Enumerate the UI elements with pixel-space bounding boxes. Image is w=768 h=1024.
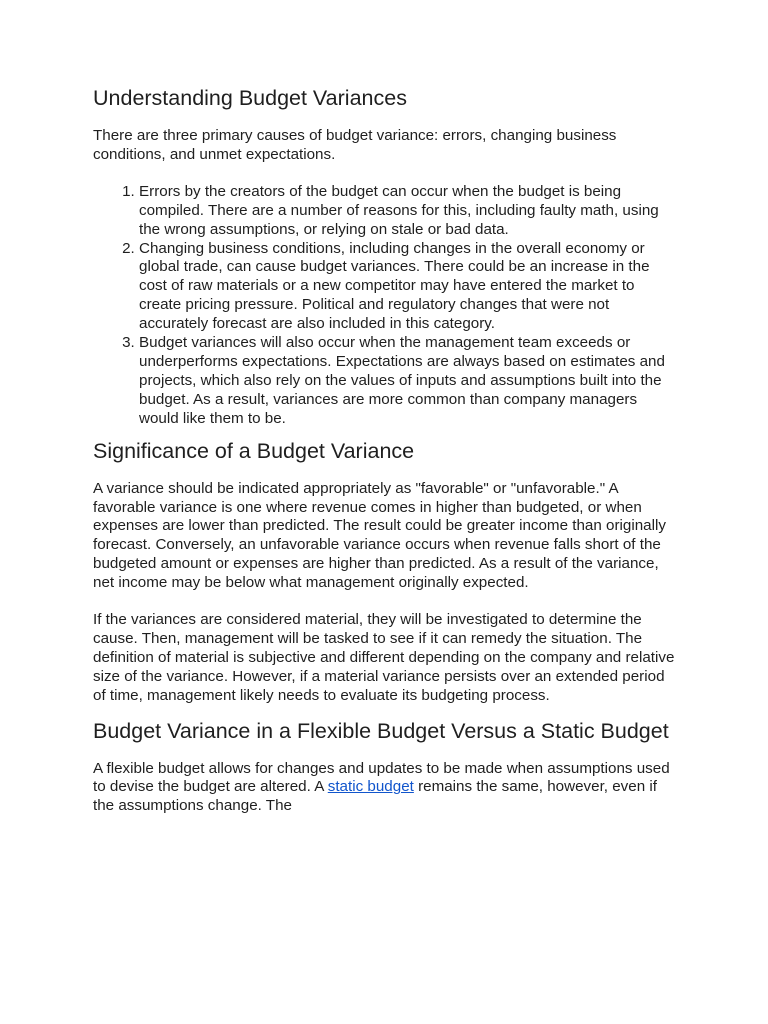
list-item: 1. Errors by the creators of the budget can occur when the budget is being compiled. There are a number of reasons for this, including faulty math, using the wrong assumptions, or relying on stale or bad data.: [139, 183, 678, 240]
document-page: [93, 86, 678, 816]
body-paragraph: If the variances are considered material, they will be investigated to determine the cause. Then, management will be tasked to see if it can remedy the situation. The definition of material is subjective and different depending on the company and relative size of the variance. However, if a material variance persists over an extended period of time, management likely needs to evaluate its budgeting process.: [93, 611, 675, 704]
body-paragraph: There are three primary causes of budget variance: errors, changing business conditions, and unmet expectations.: [93, 127, 617, 163]
paragraph-text: A flexible budget allows for changes and updates to be made when assumptions used to devise the budget are altered. A: [93, 759, 670, 796]
section-heading: Budget Variance in a Flexible Budget Versus a Static Budget: [93, 718, 669, 743]
section-heading: Significance of a Budget Variance: [93, 438, 415, 463]
static-budget-link[interactable]: static budget: [327, 778, 414, 796]
paragraph-text: remains the same, however, even if the assumptions change. The: [93, 778, 657, 815]
section-heading: Understanding Budget Variances: [93, 86, 407, 110]
list-item: 2. Changing business conditions, including changes in the overall economy or global trade, can cause budget variances. There could be an increase in the cost of raw materials or a new competitor may have entered the market to create pricing pressure. Political and regulatory changes that were not accurately forecast are also included in this category.: [139, 240, 678, 335]
body-paragraph: [93, 760, 678, 817]
list-item: 3. Budget variances will also occur when the management team exceeds or underperforms expectations. Expectations are always based on estimates and projects, which also rely on the values of inputs and assumptions built into the budget. As a result, variances are more common than company managers would like them to be.: [139, 334, 678, 429]
body-paragraph: A variance should be indicated appropriately as "favorable" or "unfavorable." A favorable variance is one where revenue comes in higher than budgeted, or when expenses are lower than predicted. The result could be greater income than originally forecast. Conversely, an unfavorable variance occurs when revenue falls short of the budgeted amount or expenses are higher than predicted. As a result of the variance, net income may be below what management originally expected.: [93, 479, 666, 592]
causes-list: [93, 183, 678, 429]
